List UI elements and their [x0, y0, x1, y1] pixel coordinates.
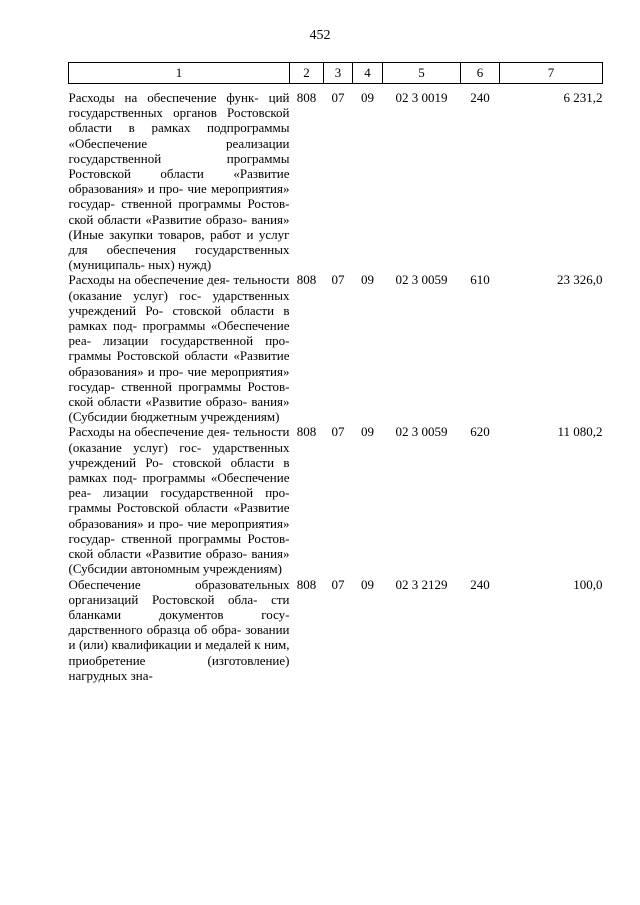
row-description: Расходы на обеспечение функ- ций государственных органов Ростовской области в рамках подпрограммы «Обеспечение реализации государственной программы Ростовской области «Развитие образования» и про- чие мероприятия» государ- ственной программы Ростов- ской области «Развитие образо- вания» (Иные закупки товаров, работ и услуг для обеспечения государственных (муниципаль- ных) нужд): [68, 90, 290, 273]
page-number: 452: [309, 28, 331, 43]
header-row: [69, 63, 603, 84]
header-col-6: 6: [461, 63, 500, 84]
row-ministry-code: 808: [296, 576, 317, 592]
row-ministry-code: 808: [296, 424, 317, 440]
row-subsection: 09: [361, 424, 374, 440]
table-row: [69, 424, 603, 576]
row-target-article: 02 3 0059: [395, 272, 448, 288]
row-expense-type: 610: [470, 272, 490, 288]
table-row: [69, 577, 603, 683]
row-subsection: 09: [361, 90, 374, 105]
row-amount: 11 080,2: [557, 424, 603, 440]
row-ministry-code: 808: [296, 272, 317, 288]
header-col-1: 1: [69, 63, 290, 84]
row-section: 07: [331, 90, 345, 105]
row-target-article: 02 3 0059: [395, 424, 448, 440]
row-target-article: 02 3 0019: [395, 90, 448, 105]
row-description: Обеспечение образовательных организаций Ростовской обла- сти бланками документов госу- дарственного образца об обра- зовании и (или) квалификации и медалей к ним, приобретение (изготовление) нагрудных зна-: [68, 576, 290, 683]
header-col-3: 3: [324, 63, 353, 84]
row-description: Расходы на обеспечение дея- тельности (оказание услуг) гос- ударственных учреждений Ро- стовской области в рамках под- программы «Обеспечение реа- лизации государственной про- граммы Ростовской области «Развитие образования» и про- чие мероприятия» государ- ственной программы Ростов- ской области «Развитие образо- вания» (Субсидии автономным учреждениям): [68, 424, 290, 577]
row-section: 07: [331, 272, 345, 288]
table-row: [69, 272, 603, 424]
row-subsection: 09: [361, 272, 374, 288]
row-ministry-code: 808: [296, 90, 317, 105]
row-expense-type: 620: [470, 424, 490, 440]
row-section: 07: [331, 424, 345, 440]
row-amount: 6 231,2: [563, 90, 603, 105]
row-expense-type: 240: [470, 576, 490, 592]
table-row: [69, 90, 603, 272]
row-target-article: 02 3 2129: [395, 576, 448, 592]
row-amount: 23 326,0: [557, 272, 603, 288]
header-col-5: 5: [383, 63, 461, 84]
header-col-4: 4: [353, 63, 383, 84]
row-expense-type: 240: [470, 90, 490, 105]
row-description: Расходы на обеспечение дея- тельности (оказание услуг) гос- ударственных учреждений Ро- стовской области в рамках под- программы «Обеспечение реа- лизации государственной про- граммы Ростовской области «Развитие образования» и про- чие мероприятия» государ- ственной программы Ростов- ской области «Развитие образо- вания» (Субсидии бюджетным учреждениям): [68, 272, 290, 425]
row-subsection: 09: [361, 576, 374, 592]
header-col-7: 7: [500, 63, 603, 84]
row-section: 07: [331, 576, 345, 592]
row-amount: 100,0: [573, 576, 603, 592]
budget-table: [68, 62, 603, 683]
header-col-2: 2: [290, 63, 324, 84]
